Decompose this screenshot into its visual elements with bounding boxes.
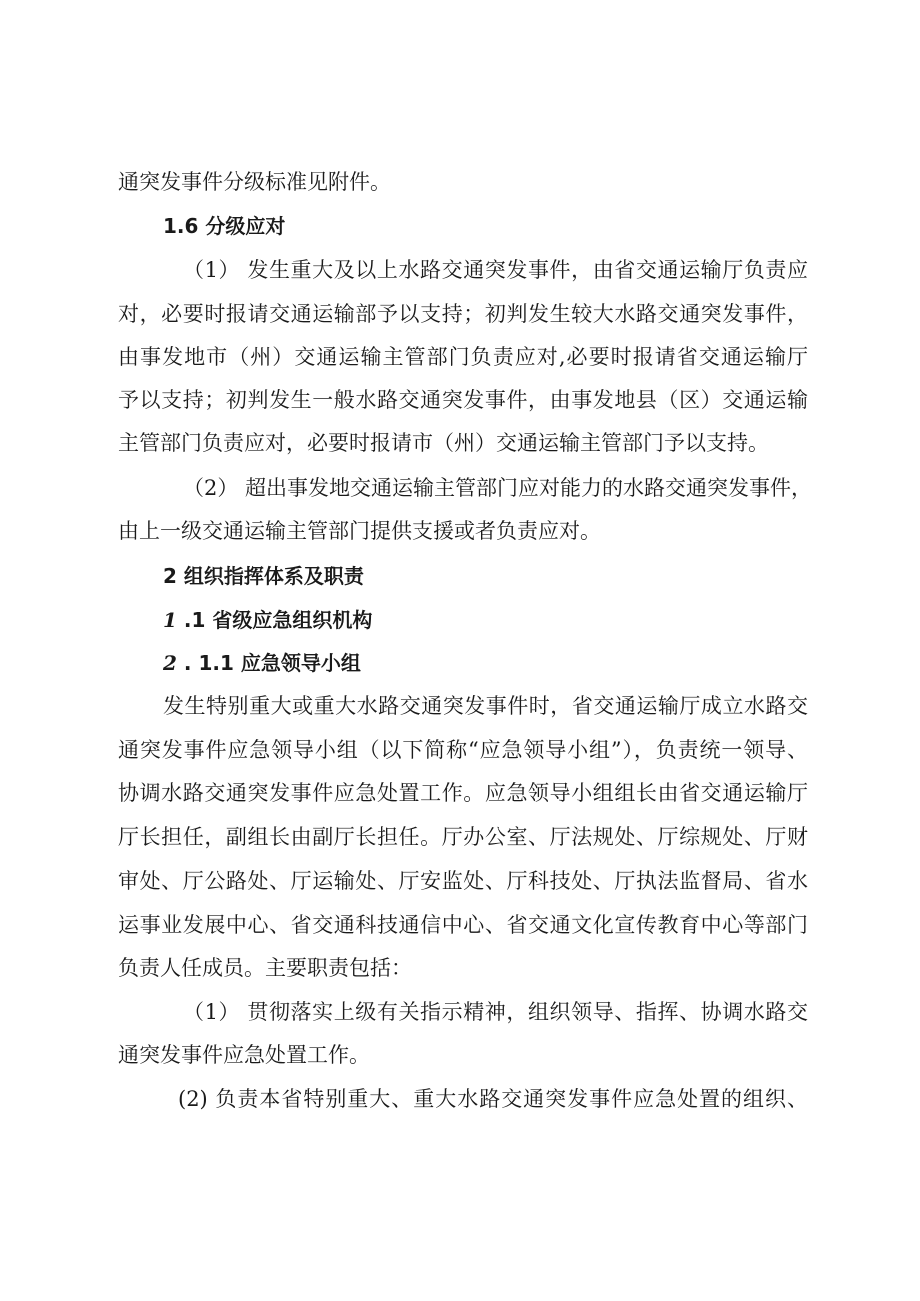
paragraph-line: (2) 负责本省特别重大、重大水路交通突发事件应急处置的组织、 [178, 1087, 808, 1111]
section-heading-2: 2 组织指挥体系及职责 [163, 564, 364, 588]
paragraph-line: 发生特别重大或重大水路交通突发事件时，省交通运输厅成立水路交 [163, 694, 808, 718]
paragraph-line: 负责人任成员。主要职责包括： [118, 956, 412, 980]
heading-text: .1 省级应急组织机构 [176, 608, 373, 632]
heading-number: 2 [163, 651, 177, 675]
paragraph-line: 协调水路交通突发事件应急处置工作。应急领导小组组长由省交通运输厅 [118, 781, 808, 805]
heading-text: . 1.1 应急领导小组 [176, 651, 361, 675]
paragraph-line: 通突发事件应急领导小组（以下简称“应急领导小组”），负责统一领导、 [118, 738, 808, 762]
paragraph-line: 通突发事件分级标准见附件。 [118, 170, 391, 194]
paragraph-line: （1） 发生重大及以上水路交通突发事件，由省交通运输厅负责应 [183, 258, 808, 282]
paragraph-line: （2） 超出事发地交通运输主管部门应对能力的水路交通突发事件， [183, 476, 813, 500]
paragraph-line: 审处、厅公路处、厅运输处、厅安监处、厅科技处、厅执法监督局、省水 [118, 869, 808, 893]
paragraph-line: 由事发地市（州）交通运输主管部门负责应对,必要时报请省交通运输厅 [118, 345, 808, 369]
subsection-heading-2-1 [163, 605, 372, 635]
subsubsection-heading-2-1-1 [163, 648, 361, 678]
paragraph-line: 予以支持；初判发生一般水路交通突发事件，由事发地县（区）交通运输 [118, 388, 808, 412]
paragraph-line: （1） 贯彻落实上级有关指示精神，组织领导、指挥、协调水路交 [183, 1000, 808, 1024]
paragraph-line: 厅长担任，副组长由副厅长担任。厅办公室、厅法规处、厅综规处、厅财 [118, 825, 808, 849]
paragraph-line: 运事业发展中心、省交通科技通信中心、省交通文化宣传教育中心等部门 [118, 913, 808, 937]
paragraph-line: 由上一级交通运输主管部门提供支援或者负责应对。 [118, 519, 601, 543]
paragraph-line: 对，必要时报请交通运输部予以支持；初判发生较大水路交通突发事件， [118, 302, 808, 326]
heading-number: 1 [163, 608, 177, 632]
paragraph-line: 主管部门负责应对，必要时报请市（州）交通运输主管部门予以支持。 [118, 431, 769, 455]
section-heading-1-6: 1.6 分级应对 [163, 214, 286, 238]
paragraph-line: 通突发事件应急处置工作。 [118, 1043, 370, 1067]
